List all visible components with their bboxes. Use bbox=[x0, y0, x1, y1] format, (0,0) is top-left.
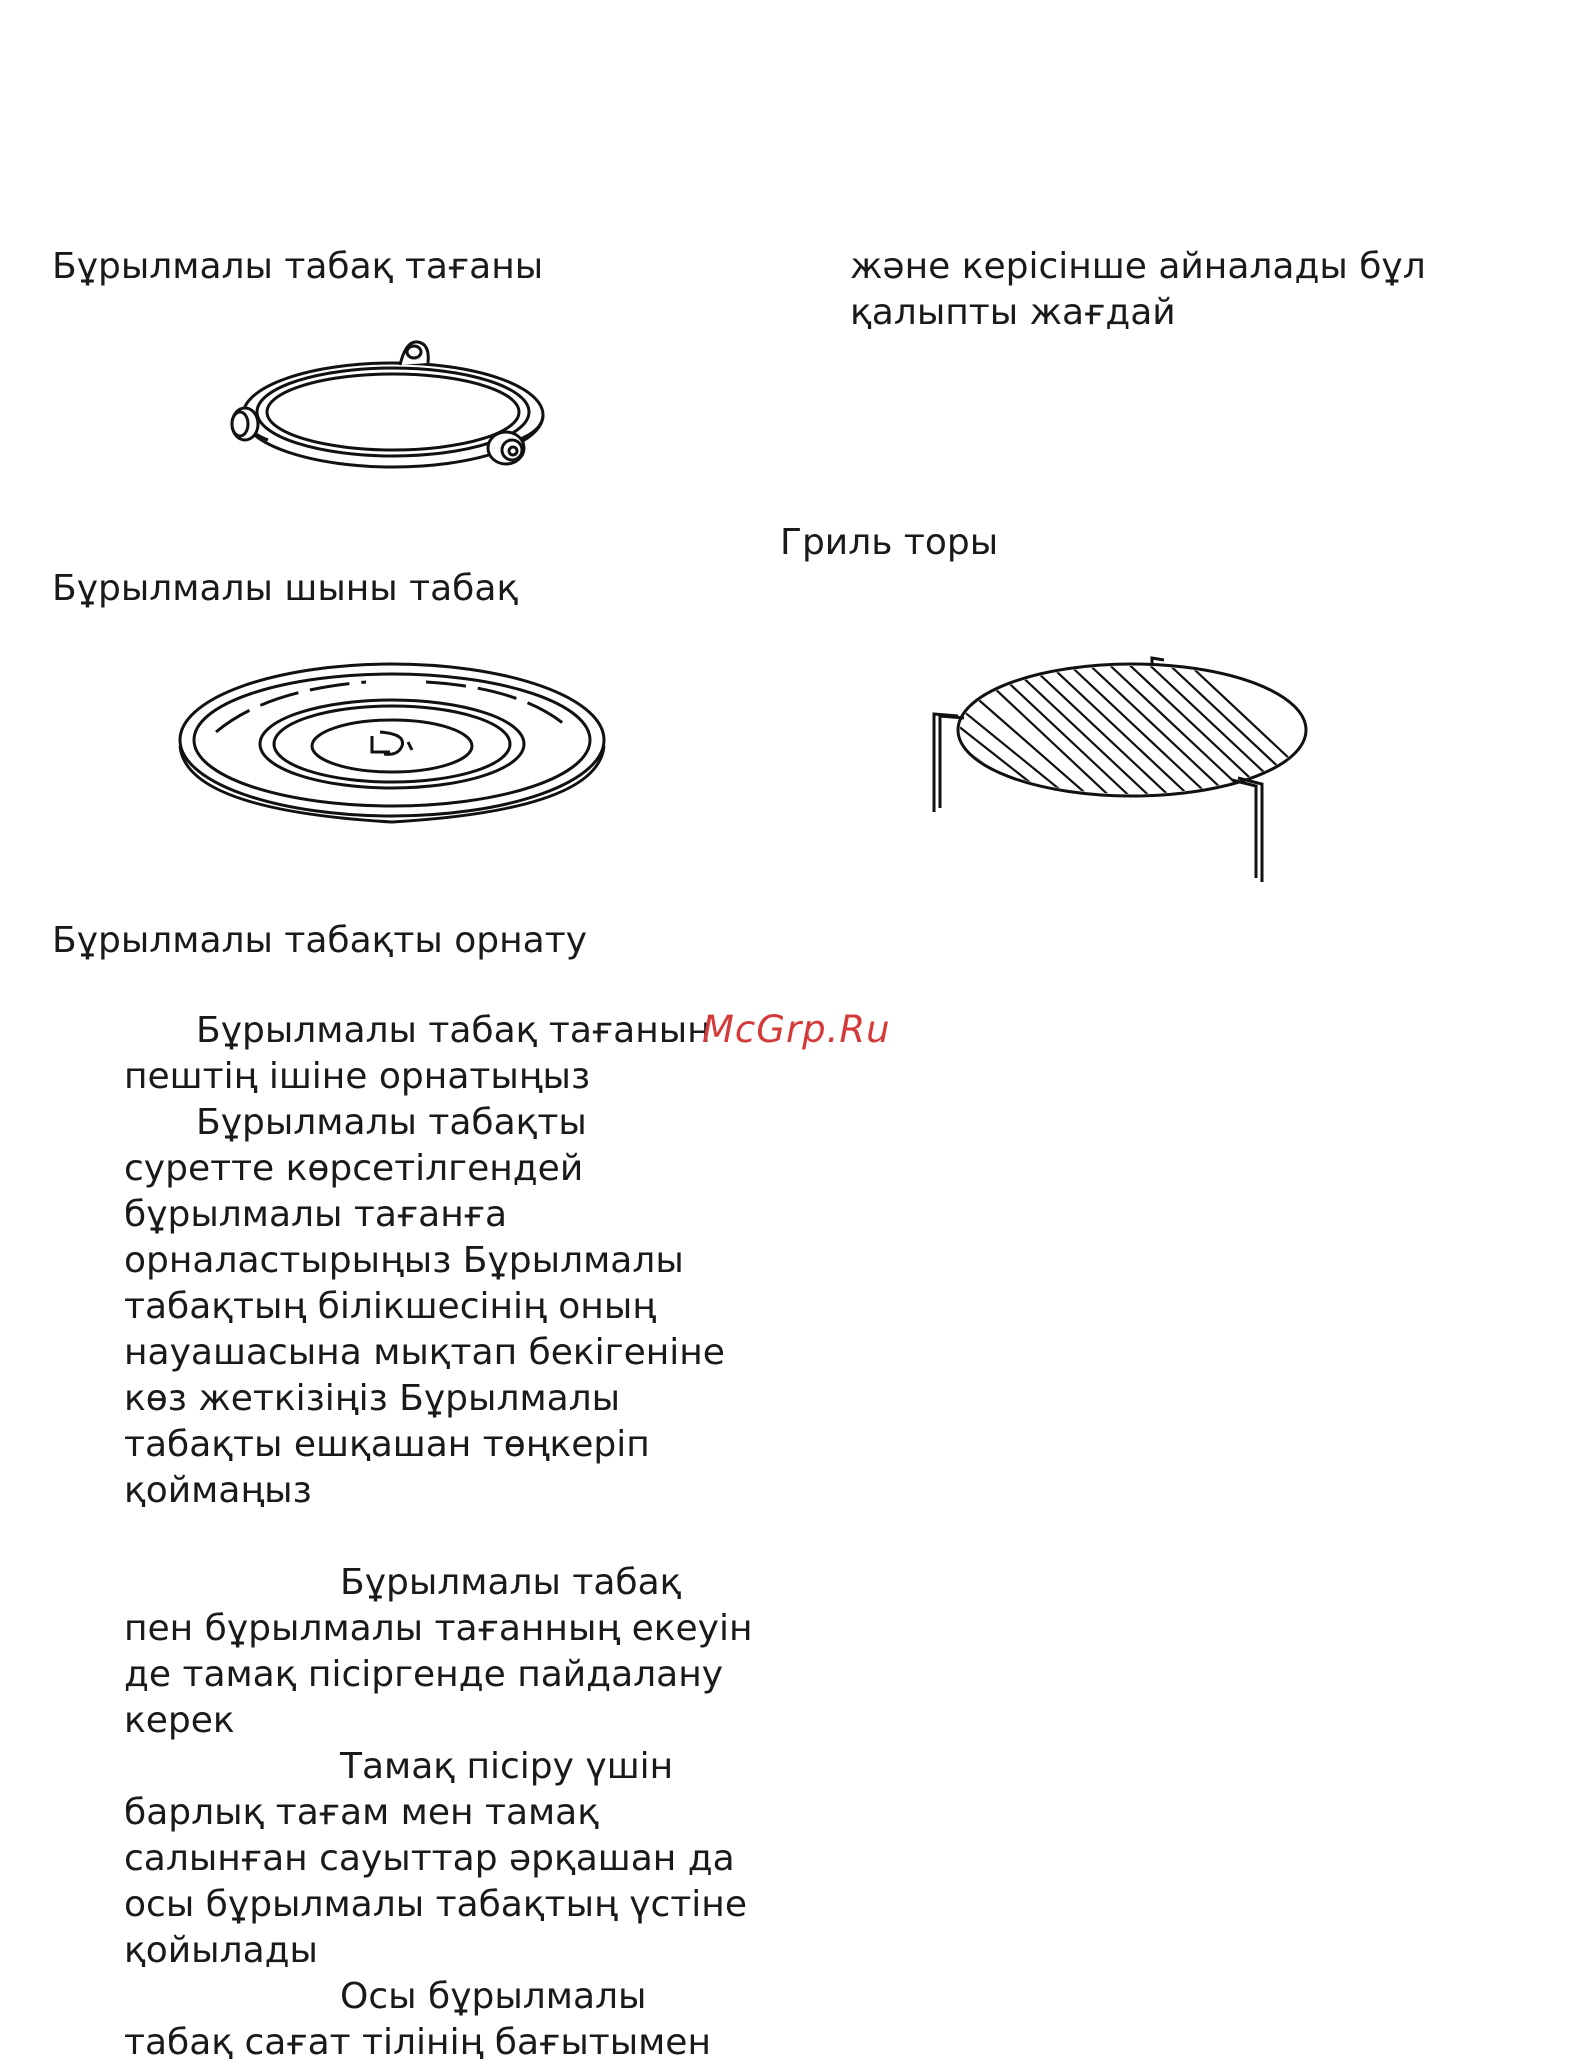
rotation-text-line1: және керісінше айналады бұл bbox=[850, 246, 1426, 287]
note1-rest: пен бұрылмалы тағанның екеуін де тамақ пісіргенде пайдалану керек bbox=[124, 1608, 753, 1741]
step2-rest: суретте көрсетілгендей бұрылмалы тағанға орналастырыңыз Бұрылмалы табақтың білікшесінің оның науашасына мықтап бекігеніне көз жеткізіңіз Бұрылмалы табақты ешқашан төңкеріп қоймаңыз bbox=[124, 1148, 725, 1511]
step1-rest: пештің ішіне орнатыңыз bbox=[124, 1056, 591, 1097]
step1-first-line: Бұрылмалы табақ тағанын bbox=[196, 1010, 711, 1051]
heading-glass-tray: Бұрылмалы шыны табақ bbox=[52, 568, 519, 609]
heading-grill-rack: Гриль торы bbox=[780, 522, 999, 563]
note1-first-line: Бұрылмалы табақ bbox=[340, 1562, 682, 1603]
watermark: McGrp.Ru bbox=[702, 1008, 891, 1051]
rotation-text-line2: қалыпты жағдай bbox=[850, 292, 1176, 333]
step2-first-line: Бұрылмалы табақты bbox=[196, 1102, 587, 1143]
note2-first-line: Тамақ пісіру үшін bbox=[340, 1746, 674, 1787]
heading-installation: Бұрылмалы табақты орнату bbox=[52, 920, 588, 961]
heading-turntable-support: Бұрылмалы табақ тағаны bbox=[52, 246, 544, 287]
note3-first-line: Осы бұрылмалы bbox=[340, 1976, 647, 2017]
note3-rest: табақ сағат тілінің бағытымен bbox=[124, 2022, 711, 2063]
note2-rest: барлық тағам мен тамақ салынған сауыттар әрқашан да осы бұрылмалы табақтың үстіне қойылады bbox=[124, 1792, 747, 1971]
glass-tray-illustration bbox=[176, 660, 608, 826]
grill-rack-illustration bbox=[920, 656, 1310, 886]
turntable-support-illustration bbox=[228, 330, 558, 480]
